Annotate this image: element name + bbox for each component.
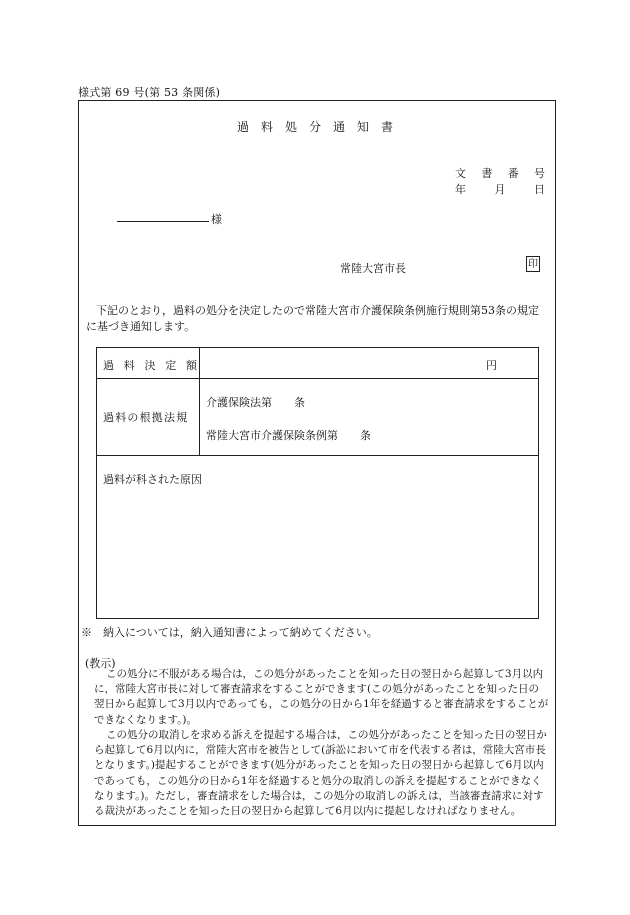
addressee-line	[117, 221, 209, 222]
issuer-name: 常陸大宮市長	[340, 262, 406, 275]
seal-mark: 印	[526, 256, 540, 272]
amount-label-char: 決	[144, 359, 156, 372]
notice-body: 下記のとおり，過料の処分を決定したので常陸大宮市介護保険条例施行規則第53条の規定に基づき通知します。	[86, 304, 539, 333]
amount-label-char: 額	[186, 359, 197, 372]
teaching-paragraph-1: この処分に不服がある場合は，この処分があったことを知った日の翌日から起算して3月以内に，常陸大宮市長に対して審査請求をすることができます(この処分があったことを知った日の翌日から起算して3月以内であっても，この処分の日から1年を経過すると審査請求をすることができなくなります。)。	[94, 668, 549, 726]
amount-yen-unit: 円	[486, 359, 497, 372]
document-number	[455, 165, 545, 181]
basis-label: 過料の根拠法規	[103, 411, 189, 424]
document-date	[455, 181, 545, 197]
date-day: 日	[534, 183, 545, 196]
amount-label-char: 過	[103, 359, 114, 372]
payment-note: ※ 納入については，納入通知書によって納めてください。	[81, 626, 378, 639]
amount-label	[103, 357, 197, 373]
amount-label-char: 料	[123, 359, 135, 372]
document-title: 過料処分通知書	[236, 120, 405, 134]
doc-number-char: 番	[507, 167, 519, 180]
date-year: 年	[455, 183, 466, 196]
teaching-heading: (教示)	[85, 657, 116, 670]
teaching-paragraph-2: この処分の取消しを求める訴えを提起する場合は，この処分があったことを知った日の翌日から起算して6月以内に，常陸大宮市を被告として(訴訟において市を代表する者は，常陸大宮市長となります。)提起することができます(処分があったことを知った日の翌日から起算して6月以内であっても，この処分の日から1年を経過すると処分の取消しの訴えを提起することができなくなります。)。ただし，審査請求をした場合は，この処分の取消しの訴えは，当該審査請求に対する裁決があったことを知った日の翌日から起算して6月以内に提起しなければなりません。	[94, 729, 547, 818]
doc-number-char: 号	[533, 167, 545, 180]
cause-label: 過料が科された原因	[103, 473, 202, 486]
amount-label-char: 定	[165, 359, 177, 372]
table-divider	[199, 347, 200, 455]
law-reference-2: 常陸大宮市介護保険条例第 条	[206, 429, 371, 442]
addressee-suffix: 様	[211, 213, 222, 226]
form-number-label: 様式第 69 号(第 53 条関係)	[78, 86, 221, 99]
law-reference-1: 介護保険法第 条	[206, 396, 305, 409]
table-divider	[96, 378, 539, 379]
doc-number-char: 文	[455, 167, 466, 180]
table-divider	[96, 455, 539, 456]
doc-number-char: 書	[481, 167, 493, 180]
date-month: 月	[494, 183, 506, 196]
